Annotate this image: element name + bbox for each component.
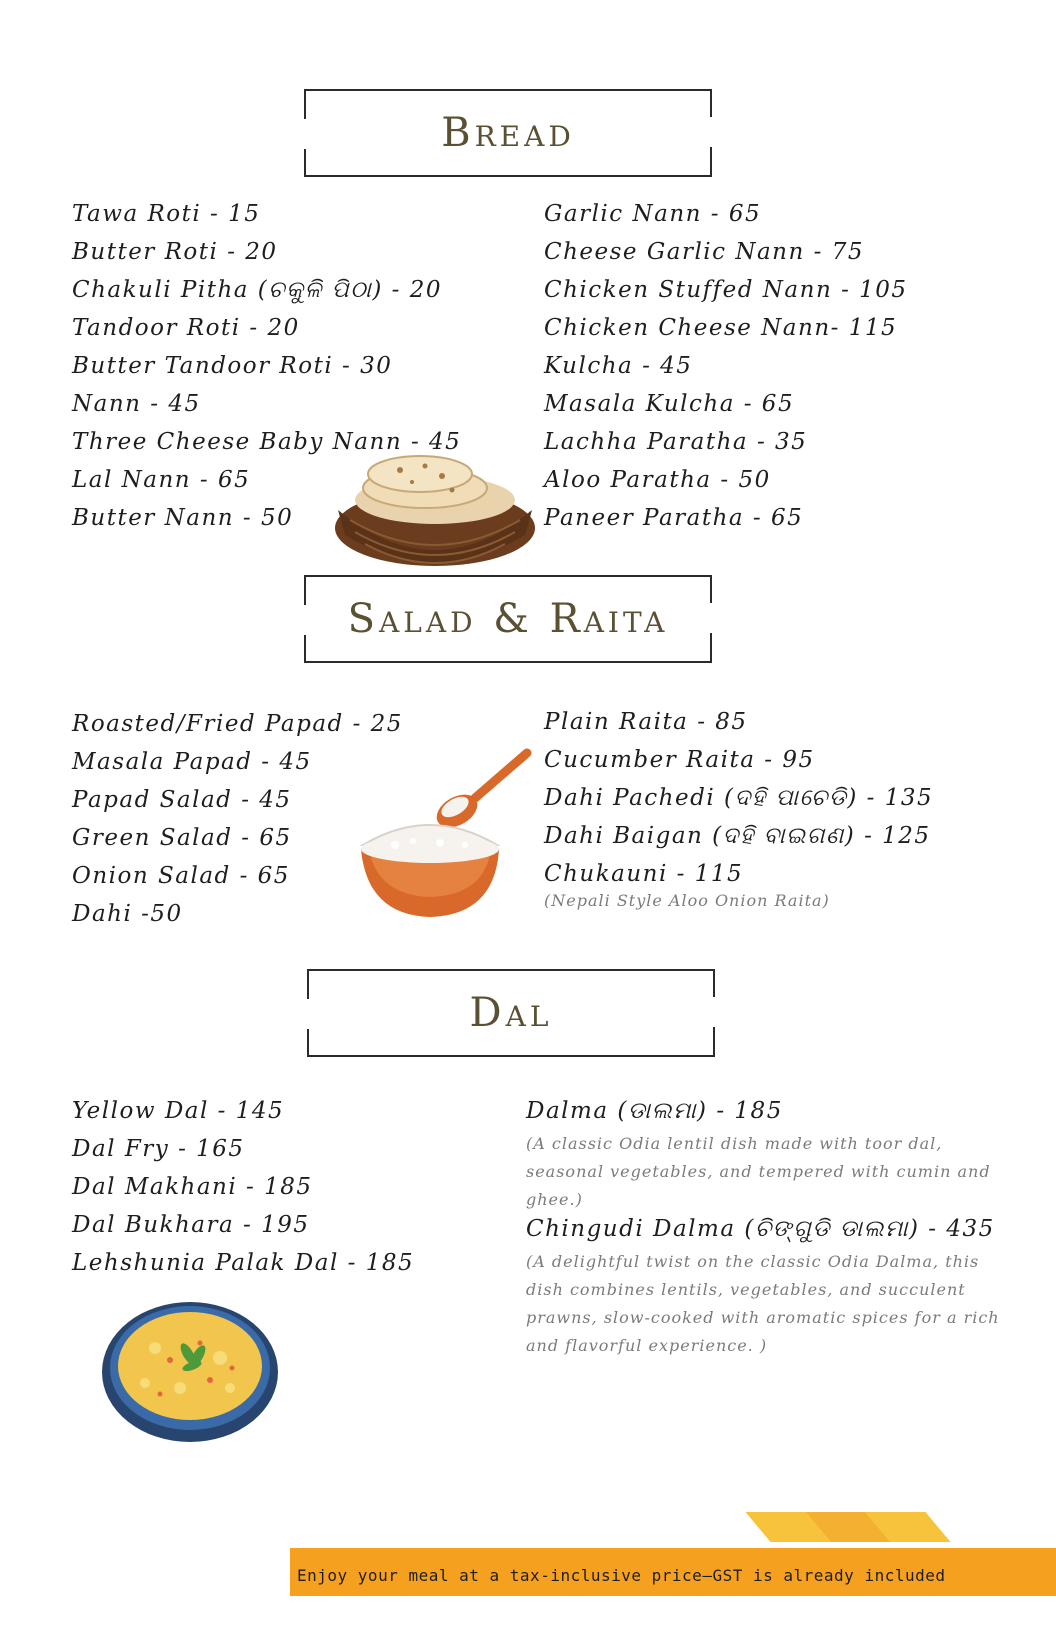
menu-item: Lachha Paratha - 35 — [544, 429, 808, 455]
bread-title: Bread — [441, 110, 575, 156]
bread-basket-icon — [330, 440, 540, 570]
raita-bowl-icon — [355, 745, 535, 925]
menu-item: Dahi Baigan (ଦହି ବାଇଗଣ) - 125 — [544, 823, 931, 849]
menu-item: Onion Salad - 65 — [72, 863, 290, 889]
menu-item: Papad Salad - 45 — [72, 787, 292, 813]
menu-item: Chicken Stuffed Nann - 105 — [544, 277, 908, 303]
chingudi-name: Chingudi Dalma (ଚିଙ୍ଗୁଡି ଡାଲମା) - 435 — [526, 1216, 995, 1242]
dal-title: Dal — [469, 990, 553, 1036]
salad-right-list — [544, 703, 933, 915]
menu-item: Yellow Dal - 145 — [72, 1098, 285, 1124]
dalma-name: Dalma (ଡାଲମା) - 185 — [526, 1098, 783, 1124]
dal-left-list — [72, 1092, 414, 1282]
chingudi-entry — [526, 1210, 1006, 1360]
menu-item: Garlic Nann - 65 — [544, 201, 762, 227]
menu-item: Three Cheese Baby Nann - 45 — [72, 429, 462, 455]
dal-header-box — [309, 969, 713, 1057]
menu-item: Dal Bukhara - 195 — [72, 1212, 310, 1238]
menu-item: Roasted/Fried Papad - 25 — [72, 711, 403, 737]
menu-item: Butter Nann - 50 — [72, 505, 294, 531]
menu-item: Masala Papad - 45 — [72, 749, 312, 775]
menu-item: Butter Roti - 20 — [72, 239, 278, 265]
bread-right-list — [544, 195, 908, 537]
menu-item: Dahi -50 — [72, 901, 183, 927]
menu-item: Dahi Pachedi (ଦହି ପାଚେଡି) - 135 — [544, 785, 934, 811]
menu-item: Dal Makhani - 185 — [72, 1174, 313, 1200]
salad-left-list — [72, 705, 403, 933]
menu-item: Tawa Roti - 15 — [72, 201, 261, 227]
menu-item: Chakuli Pitha (ଚକୁଳି ପିଠା) - 20 — [72, 277, 442, 303]
menu-item: Cheese Garlic Nann - 75 — [544, 239, 864, 265]
menu-item: Lal Nann - 65 — [72, 467, 251, 493]
chukauni-note: (Nepali Style Aloo Onion Raita) — [544, 891, 830, 910]
menu-item: Chukauni - 115 — [544, 861, 744, 887]
menu-item: Aloo Paratha - 50 — [544, 467, 771, 493]
menu-item: Butter Tandoor Roti - 30 — [72, 353, 393, 379]
menu-item: Tandoor Roti - 20 — [72, 315, 300, 341]
menu-item: Nann - 45 — [72, 391, 201, 417]
menu-item: Plain Raita - 85 — [544, 709, 748, 735]
chingudi-note: (A delightful twist on the classic Odia Dalma, this dish combines lentils, vegetables, and succulent prawns, slow-cooked with aromatic spices for a rich and flavorful experience. ) — [526, 1252, 1000, 1355]
menu-item: Green Salad - 65 — [72, 825, 292, 851]
menu-item: Cucumber Raita - 95 — [544, 747, 815, 773]
menu-item: Kulcha - 45 — [544, 353, 693, 379]
tax-banner-text: Enjoy your meal at a tax-inclusive price—GST is already included — [297, 1566, 946, 1585]
dalma-note: (A classic Odia lentil dish made with toor dal, seasonal vegetables, and tempered with cumin and ghee.) — [526, 1134, 991, 1209]
salad-header-box — [306, 575, 710, 663]
dalma-entry — [526, 1092, 1006, 1214]
menu-item: Paneer Paratha - 65 — [544, 505, 804, 531]
dal-bowl-icon — [100, 1298, 282, 1448]
salad-title: Salad & Raita — [347, 596, 669, 642]
menu-item: Chicken Cheese Nann- 115 — [544, 315, 898, 341]
menu-item: Masala Kulcha - 65 — [544, 391, 795, 417]
menu-item: Dal Fry - 165 — [72, 1136, 245, 1162]
menu-item: Lehshunia Palak Dal - 185 — [72, 1250, 415, 1276]
bread-header-box — [306, 89, 710, 177]
